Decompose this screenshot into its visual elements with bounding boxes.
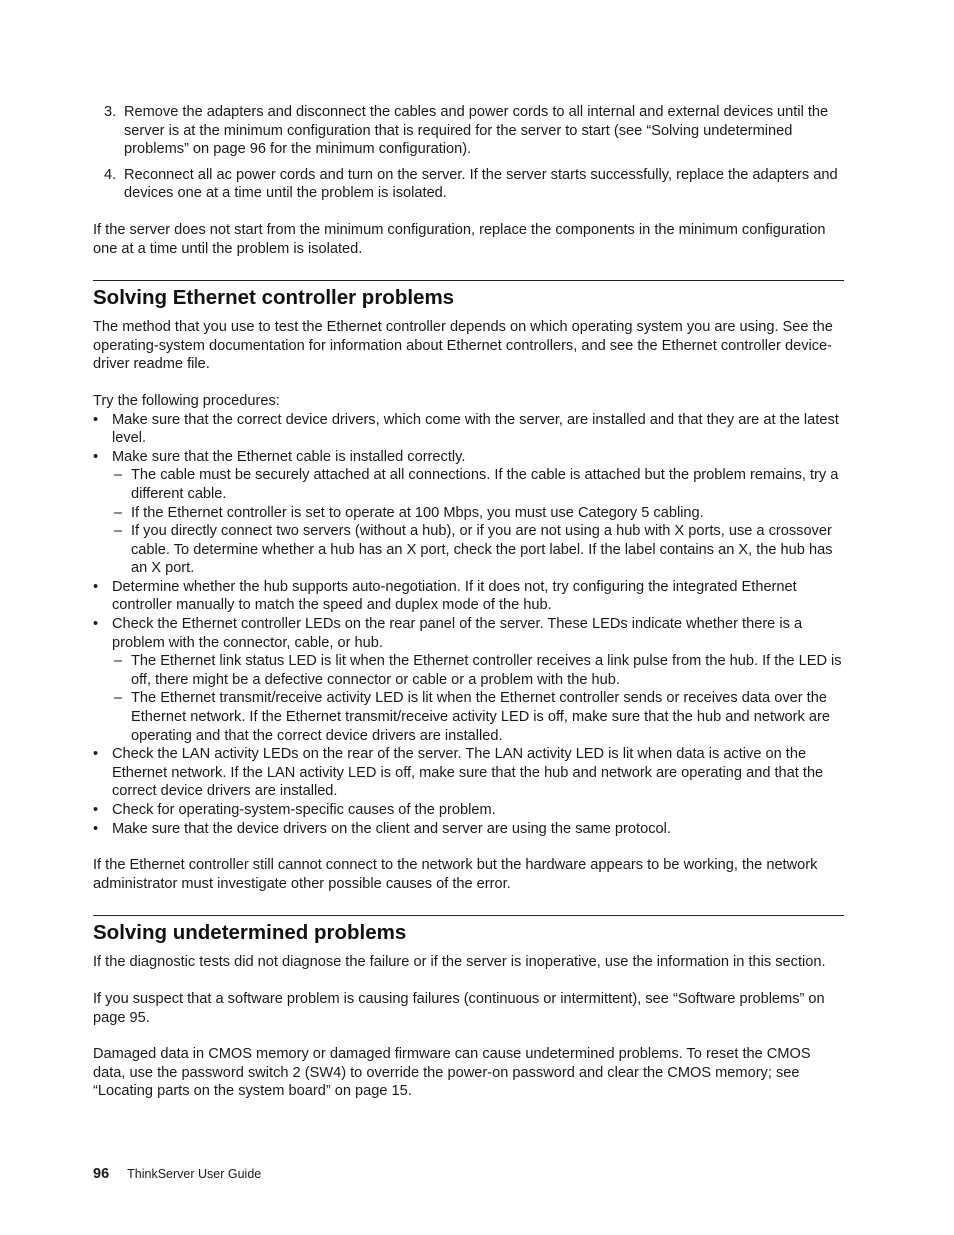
- step-text: Reconnect all ac power cords and turn on the server. If the server starts successfully, replace the adapters and devices one at a time until the problem is isolated.: [124, 166, 838, 202]
- dash-icon: –: [114, 467, 123, 484]
- list-item-text: Determine whether the hub supports auto-negotiation. If it does not, try configuring the integrated Ethernet controller manually to match the speed and duplex mode of the hub.: [112, 578, 797, 614]
- ethernet-intro: The method that you use to test the Ethernet controller depends on which operating system you are using. See the operating-system documentation for information about Ethernet controllers, and see the Ethernet controller device-driver readme file.: [93, 319, 833, 373]
- step-list: [93, 103, 844, 203]
- sub-list-item-text: The cable must be securely attached at all connections. If the cable is attached but the problem remains, try a different cable.: [131, 467, 839, 502]
- sub-list-item: [112, 522, 844, 578]
- sub-list: [112, 466, 844, 578]
- list-item: [93, 411, 844, 448]
- list-item: [93, 615, 844, 745]
- sub-list-item-text: The Ethernet transmit/receive activity LED is lit when the Ethernet controller sends or receives data over the Ethernet network. If the Ethernet transmit/receive activity LED is off, make sure that the hub and network are operating and that the correct device drivers are installed.: [131, 690, 830, 744]
- page-footer: [93, 1165, 261, 1183]
- undetermined-paragraph-2: If you suspect that a software problem is causing failures (continuous or intermittent), see “Software problems” on page 95.: [93, 990, 825, 1026]
- dash-icon: –: [114, 504, 123, 521]
- dash-icon: –: [114, 690, 123, 707]
- undetermined-paragraph-1: If the diagnostic tests did not diagnose the failure or if the server is inoperative, use the information in this section.: [93, 954, 826, 971]
- ethernet-section-heading: Solving Ethernet controller problems: [93, 286, 455, 310]
- sub-list-item: [112, 504, 844, 523]
- list-item: [93, 820, 844, 839]
- bullet-icon: •: [93, 746, 99, 763]
- list-item: [93, 578, 844, 615]
- sub-list-item-text: If you directly connect two servers (without a hub), or if you are not using a hub with X ports, use a crossover cable. To determine whether a hub has an X port, check the port label. If the label contains an X, the hub has an X port.: [131, 523, 833, 577]
- step-number: 4.: [104, 166, 117, 183]
- bullet-icon: •: [93, 802, 99, 818]
- sub-list: [112, 652, 844, 745]
- list-item-text: Make sure that the device drivers on the client and server are using the same protocol.: [112, 820, 671, 837]
- list-item-text: Make sure that the correct device drivers, which come with the server, are installed and that they are at the latest level.: [112, 411, 839, 447]
- list-item-text: Check the LAN activity LEDs on the rear of the server. The LAN activity LED is lit when data is active on the Ethernet network. If the LAN activity LED is off, make sure that the hub and network are operating and that the correct device drivers are installed.: [112, 746, 824, 800]
- undetermined-paragraph-3: Damaged data in CMOS memory or damaged firmware can cause undetermined problems. To reset the CMOS data, use the password switch 2 (SW4) to override the power-on password and clear the CMOS memory; see “Locating parts on the system board” on page 15.: [93, 1046, 811, 1100]
- sub-list-item-text: The Ethernet link status LED is lit when the Ethernet controller receives a link pulse from the hub. If the LED is off, there might be a defective connector or cable or a problem with the hub.: [131, 653, 842, 688]
- procedures-label: Try the following procedures:: [93, 392, 280, 409]
- step-text: Remove the adapters and disconnect the cables and power cords to all internal and external devices until the server is at the minimum configuration that is required for the server to start (see “Solving undetermined problems” on page 96 for the minimum configuration).: [124, 104, 829, 158]
- dash-icon: –: [114, 523, 123, 540]
- sub-list-item: [112, 689, 844, 745]
- list-item-text: Check the Ethernet controller LEDs on the rear panel of the server. These LEDs indicate whether there is a problem with the connector, cable, or hub.: [112, 616, 803, 651]
- procedure-list: [93, 411, 844, 839]
- bullet-icon: •: [93, 578, 99, 595]
- bullet-icon: •: [93, 820, 99, 837]
- step-item: [93, 103, 844, 159]
- bullet-icon: •: [93, 448, 99, 465]
- list-item: [93, 801, 844, 820]
- bullet-icon: •: [93, 616, 99, 633]
- list-item-text: Make sure that the Ethernet cable is installed correctly.: [112, 448, 466, 465]
- dash-icon: –: [114, 653, 123, 670]
- page-number: 96: [93, 1166, 110, 1182]
- step-item: [93, 166, 844, 203]
- list-item-text: Check for operating-system-specific causes of the problem.: [112, 802, 496, 818]
- section-divider: [93, 280, 844, 281]
- minimum-config-paragraph: If the server does not start from the minimum configuration, replace the components in the minimum configuration one at a time until the problem is isolated.: [93, 221, 826, 257]
- document-title: ThinkServer User Guide: [127, 1167, 262, 1181]
- sub-list-item-text: If the Ethernet controller is set to operate at 100 Mbps, you must use Category 5 cabling.: [131, 504, 704, 521]
- step-number: 3.: [104, 104, 117, 120]
- page-body: [93, 103, 844, 1101]
- sub-list-item: [112, 466, 844, 503]
- list-item: [93, 745, 844, 801]
- section-divider: [93, 915, 844, 916]
- sub-list-item: [112, 652, 844, 689]
- undetermined-section-heading: Solving undetermined problems: [93, 921, 407, 945]
- list-item: [93, 448, 844, 578]
- bullet-icon: •: [93, 411, 99, 428]
- ethernet-closing-paragraph: If the Ethernet controller still cannot connect to the network but the hardware appears to be working, the network administrator must investigate other possible causes of the error.: [93, 857, 818, 892]
